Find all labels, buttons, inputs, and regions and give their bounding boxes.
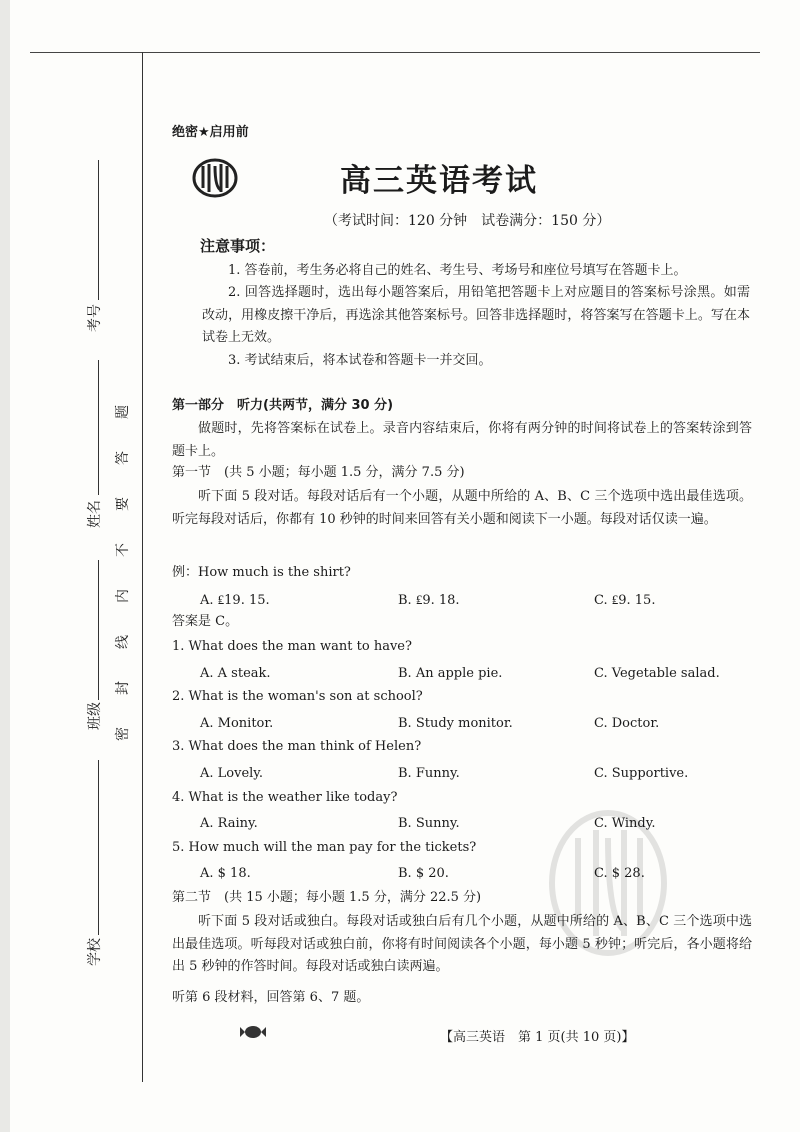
section1-intro: 听下面 5 段对话。每段对话后有一个小题，从题中所给的 A、B、C 三个选项中选出最佳选项。听完每段对话后，你都有 10 秒钟的时间来回答有关小题和阅读下一小题。每段对话仅读一遍。 [172,489,752,527]
confidential-mark: 绝密★启用前 [172,125,249,140]
notice-item-2: 2. 回答选择题时，选出每小题答案后，用铅笔把答题卡上对应题目的答案标号涂黑。如需改动，用橡皮擦干净后，再选涂其他答案标号。回答非选择题时，将答案写在答题卡上。写在本试卷上无效。 [202,285,750,345]
school-line[interactable] [98,760,99,935]
exam-time-info: （考试时间：120 分钟 试卷满分：150 分） [324,213,611,229]
page-footer-label: 【高三英语 第 1 页(共 10 页)】 [440,1030,635,1045]
q5-option-a[interactable]: A. $ 18. [200,866,251,881]
seal-char: 题 [115,405,131,419]
example-answer: 答案是 C。 [172,614,239,629]
section2-heading: 第二节 (共 15 小题；每小题 1.5 分，满分 22.5 分) [172,890,482,905]
section1-heading: 第一节 (共 5 小题；每小题 1.5 分，满分 7.5 分) [172,465,465,480]
notice-item-3: 3. 考试结束后，将本试卷和答题卡一并交回。 [228,353,492,368]
part1-heading: 第一部分 听力(共两节，满分 30 分) [172,398,394,413]
binding-label-class: 班级 [87,702,103,730]
binding-label-exam-number: 考号 [87,304,103,332]
exam-title: 高三英语考试 [340,163,538,199]
q3-option-b[interactable]: B. Funny. [398,766,460,781]
seal-char: 线 [115,635,131,649]
example-option-c: C. ₤9. 15. [594,593,656,608]
q4-option-b[interactable]: B. Sunny. [398,816,460,831]
seal-char: 封 [115,681,131,695]
question-1: 1. What does the man want to have? [172,639,412,654]
question-2: 2. What is the woman's son at school? [172,689,423,704]
section2-intro: 听下面 5 段对话或独白。每段对话或独白后有几个小题，从题中所给的 A、B、C 三个选项中选出最佳选项。听每段对话或独白前，你将有时间阅读各个小题，每小题 5 秒钟；听完后，各小题将给出 5 秒钟的作答时间。每段对话或独白读两遍。 [172,914,752,974]
name-line[interactable] [98,360,99,495]
notice-item-1: 1. 答卷前，考生务必将自己的姓名、考生号、考场号和座位号填写在答题卡上。 [228,263,687,278]
part1-intro: 做题时，先将答案标在试卷上。录音内容结束后，你将有两分钟的时间将试卷上的答案转涂到答题卡上。 [172,421,752,459]
q5-option-b[interactable]: B. $ 20. [398,866,449,881]
seal-char: 内 [115,589,131,603]
seal-char: 密 [115,727,131,741]
top-rule [30,52,760,53]
binding-line [142,52,143,1082]
seal-char: 要 [115,497,131,511]
q1-option-c[interactable]: C. Vegetable salad. [594,666,720,681]
q2-option-a[interactable]: A. Monitor. [200,716,274,731]
example-question: 例：How much is the shirt? [172,565,351,580]
q1-option-a[interactable]: A. A steak. [200,666,271,681]
watermark-logo-icon [548,808,668,958]
q2-option-b[interactable]: B. Study monitor. [398,716,513,731]
q3-option-a[interactable]: A. Lovely. [200,766,264,781]
page-edge [0,0,10,1132]
q4-option-c[interactable]: C. Windy. [594,816,656,831]
seal-char: 答 [115,451,131,465]
question-3: 3. What does the man think of Helen? [172,739,422,754]
question-4: 4. What is the weather like today? [172,790,398,805]
q2-option-c[interactable]: C. Doctor. [594,716,660,731]
publisher-logo-icon [192,158,238,198]
notice-heading: 注意事项： [200,237,276,255]
binding-label-school: 学校 [87,938,103,966]
question-5: 5. How much will the man pay for the tickets? [172,840,477,855]
q1-option-b[interactable]: B. An apple pie. [398,666,503,681]
q3-option-c[interactable]: C. Supportive. [594,766,689,781]
q4-option-a[interactable]: A. Rainy. [200,816,258,831]
example-option-b: B. ₤9. 18. [398,593,460,608]
footer-candy-icon [240,1022,266,1042]
example-option-a: A. ₤19. 15. [200,593,270,608]
material-6-instruction: 听第 6 段材料，回答第 6、7 题。 [172,990,370,1005]
seal-char: 不 [115,543,131,557]
class-line[interactable] [98,560,99,700]
exam-number-line[interactable] [98,160,99,300]
binding-label-name: 姓名 [87,500,103,528]
q5-option-c[interactable]: C. $ 28. [594,866,645,881]
